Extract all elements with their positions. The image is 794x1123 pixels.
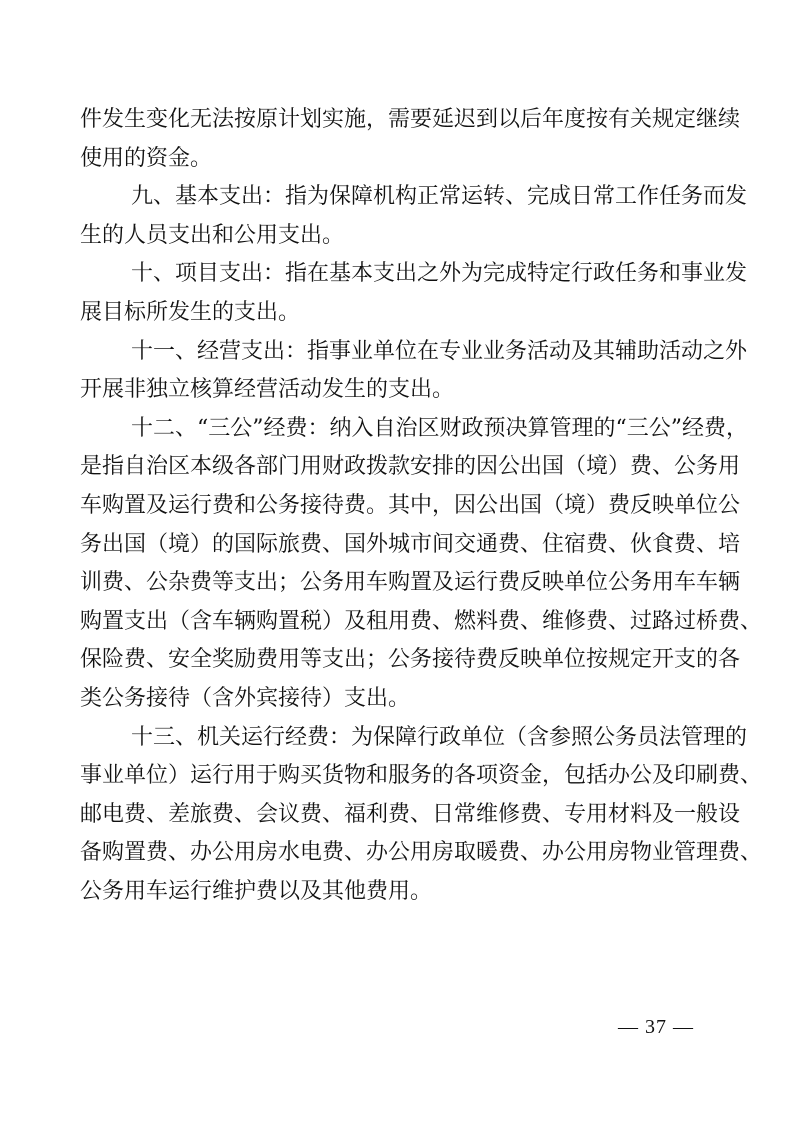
text-line: 车购置及运行费和公务接待费。其中，因公出国（境）费反映单位公	[80, 492, 741, 518]
text-line: 邮电费、差旅费、会议费、福利费、日常维修费、专用材料及一般设	[80, 801, 741, 827]
text-line: 生的人员支出和公用支出。	[80, 222, 345, 248]
text-line: 十一、经营支出：指事业单位在专业业务活动及其辅助活动之外	[131, 338, 748, 364]
text-line: 十、项目支出：指在基本支出之外为完成特定行政任务和事业发	[131, 261, 748, 287]
text-line: 展目标所发生的支出。	[80, 299, 301, 325]
page-number: — 37 —	[618, 1016, 694, 1038]
text-line: 使用的资金。	[80, 145, 213, 171]
text-line: 备购置费、办公用房水电费、办公用房取暖费、办公用房物业管理费、	[80, 840, 763, 866]
text-line: 购置支出（含车辆购置税）及租用费、燃料费、维修费、过路过桥费、	[80, 608, 763, 634]
text-line: 开展非独立核算经营活动发生的支出。	[80, 377, 455, 403]
text-line: 事业单位）运行用于购买货物和服务的各项资金，包括办公及印刷费、	[80, 763, 763, 789]
text-line: 十三、机关运行经费：为保障行政单位（含参照公务员法管理的	[131, 724, 748, 750]
text-line: 公务用车运行维护费以及其他费用。	[80, 878, 433, 904]
paragraph	[80, 410, 763, 719]
paragraph	[80, 719, 763, 912]
text-line: 十二、“三公”经费：纳入自治区财政预决算管理的“三公”经费，	[131, 415, 748, 441]
text-line: 保险费、安全奖励费用等支出；公务接待费反映单位按规定开支的各	[80, 647, 741, 673]
text-line: 件发生变化无法按原计划实施，需要延迟到以后年度按有关规定继续	[80, 107, 741, 132]
paragraph	[80, 255, 748, 332]
paragraph	[80, 333, 748, 410]
text-line: 九、基本支出：指为保障机构正常运转、完成日常工作任务而发	[131, 184, 748, 210]
text-line: 类公务接待（含外宾接待）支出。	[80, 685, 411, 711]
text-line: 是指自治区本级各部门用财政拨款安排的因公出国（境）费、公务用	[80, 454, 741, 480]
document-body	[80, 101, 763, 911]
text-line: 训费、公杂费等支出；公务用车购置及运行费反映单位公务用车车辆	[80, 570, 741, 596]
text-line: 务出国（境）的国际旅费、国外城市间交通费、住宿费、伙食费、培	[80, 531, 741, 557]
paragraph	[80, 178, 748, 255]
paragraph	[80, 101, 741, 178]
